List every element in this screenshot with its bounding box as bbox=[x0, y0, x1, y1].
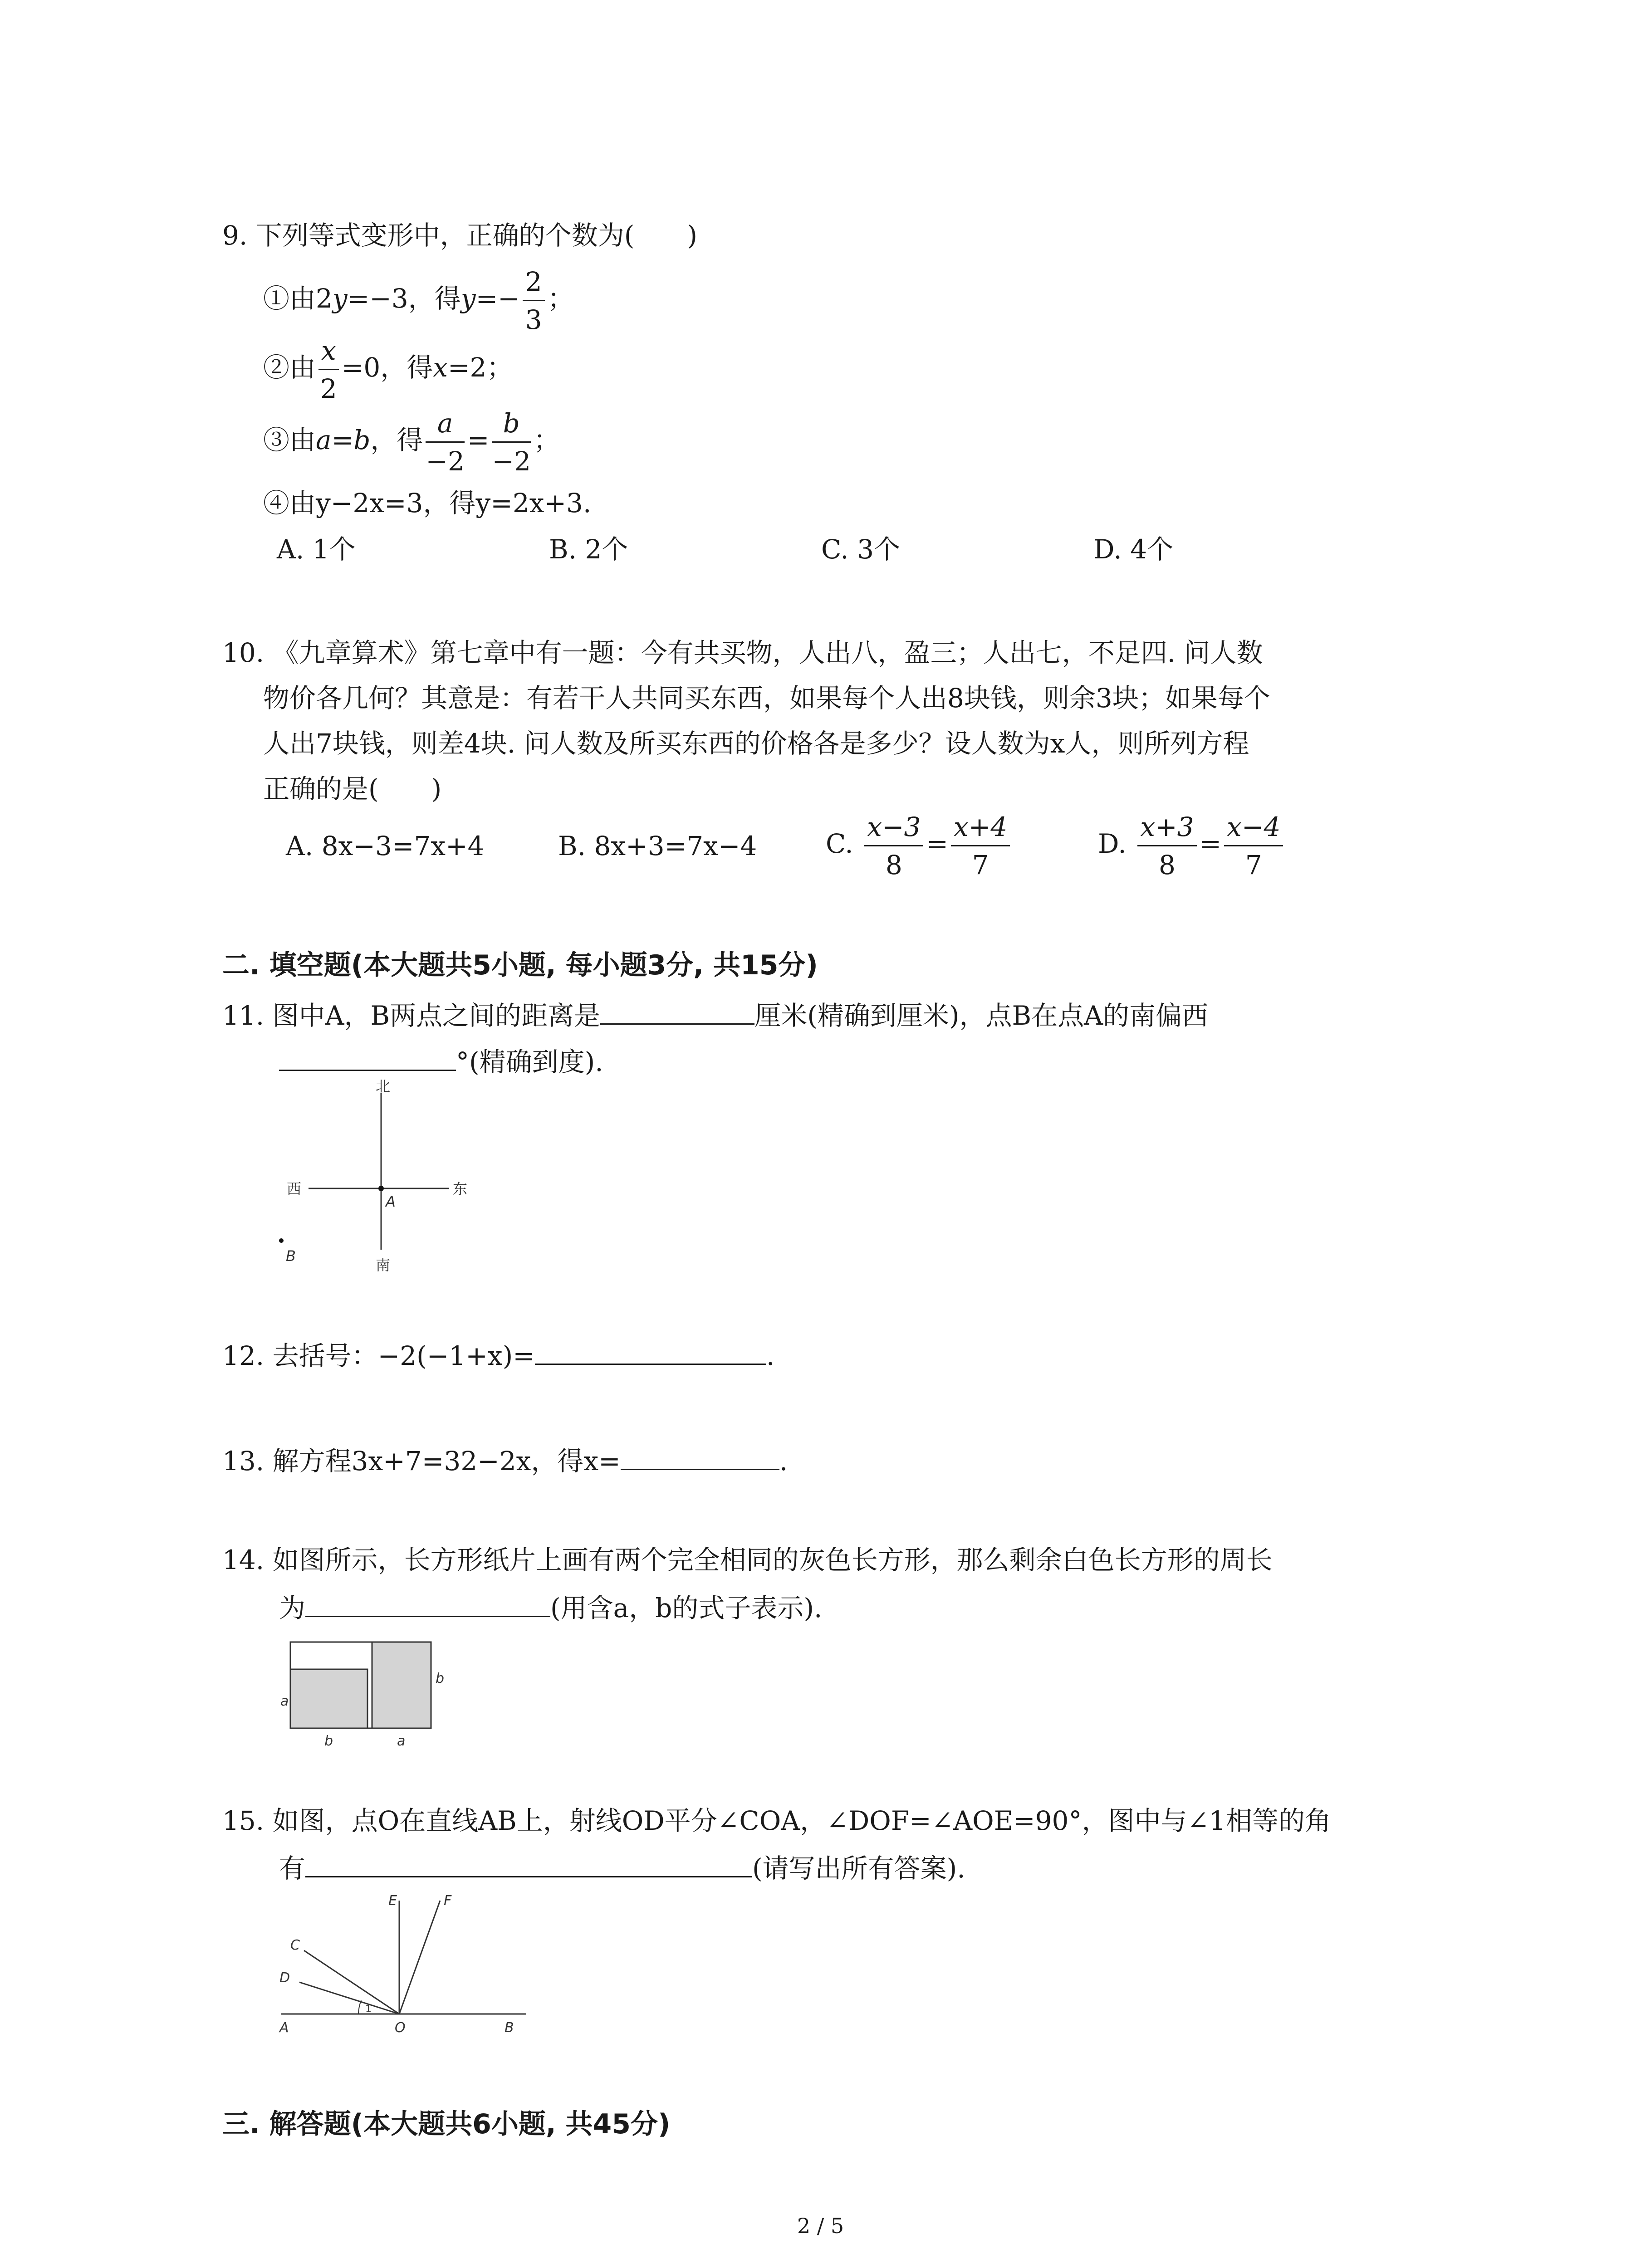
q11-line-1: 11. 图中A，B两点之间的距离是 厘米(精确到厘米)，点B在点A的南偏西 bbox=[222, 1000, 1208, 1031]
q10-option-d: D. $\frac{x+3}{8}$ = $\frac{x-4}{7}$ bbox=[1098, 812, 1286, 880]
side-label-a-bottom: a bbox=[397, 1733, 406, 1749]
q11-compass-figure bbox=[272, 1080, 490, 1284]
label-f: F bbox=[444, 1893, 452, 1909]
ray-oc bbox=[304, 1950, 399, 2014]
point-b-marker bbox=[279, 1238, 284, 1243]
side-label-b-right: b bbox=[436, 1671, 445, 1686]
south-label: 南 bbox=[376, 1256, 391, 1274]
answer-blank[interactable] bbox=[600, 1003, 754, 1025]
side-label-a-left: a bbox=[280, 1693, 289, 1709]
side-label-b-bottom: b bbox=[324, 1733, 333, 1749]
page-number: 2 / 5 bbox=[797, 2214, 844, 2238]
west-label: 西 bbox=[287, 1180, 302, 1198]
q9-option-a: A. 1个 bbox=[277, 534, 356, 565]
q10-line-4: 正确的是( ) bbox=[263, 773, 442, 804]
point-a-marker bbox=[378, 1186, 384, 1191]
answer-blank[interactable] bbox=[305, 1856, 752, 1877]
q15-line-2: 有 (请写出所有答案). bbox=[279, 1853, 965, 1884]
east-label: 东 bbox=[453, 1180, 468, 1198]
q9-stem: 9. 下列等式变形中，正确的个数为( ) bbox=[222, 220, 698, 251]
answer-blank[interactable] bbox=[305, 1596, 550, 1617]
q12: 12. 去括号：−2(−1+x)= . bbox=[222, 1340, 775, 1371]
q9-item-2: ②由 $\frac{x}{2}$ =0，得x=2； bbox=[263, 335, 513, 404]
q10-line-3: 人出7块钱，则差4块. 问人数及所买东西的价格各是多少？设人数为x人，则所列方程 bbox=[263, 728, 1249, 759]
section-2-heading: 二. 填空题(本大题共5小题, 每小题3分, 共15分) bbox=[222, 949, 818, 981]
point-b-label: B bbox=[286, 1247, 296, 1265]
north-label: 北 bbox=[376, 1080, 391, 1095]
label-o: O bbox=[395, 2020, 406, 2036]
fraction: $\frac{b}{-2}$ bbox=[492, 408, 531, 477]
fraction: $\frac{x-3}{8}$ bbox=[864, 812, 923, 880]
q10-option-c: C. $\frac{x-3}{8}$ = $\frac{x+4}{7}$ bbox=[826, 812, 1013, 880]
fraction: $\frac{x+3}{8}$ bbox=[1137, 812, 1196, 880]
fraction: $\frac{a}{-2}$ bbox=[426, 408, 465, 477]
answer-blank[interactable] bbox=[621, 1449, 779, 1470]
point-a-label: A bbox=[386, 1193, 396, 1210]
gray-rectangle-vertical bbox=[372, 1642, 431, 1728]
section-3-heading: 三. 解答题(本大题共6小题, 共45分) bbox=[222, 2108, 671, 2140]
label-b: B bbox=[505, 2020, 514, 2036]
q14-rectangle-figure bbox=[277, 1633, 449, 1751]
q15-line-1: 15. 如图，点O在直线AB上，射线OD平分∠COA，∠DOF=∠AOE=90°，图中与∠1相等的角 bbox=[222, 1805, 1331, 1836]
q9-item-1: ①由2y=−3，得y=− $\frac{2}{3}$ ； bbox=[263, 266, 574, 335]
angle-1-arc bbox=[358, 2000, 361, 2014]
ray-of bbox=[399, 1901, 440, 2014]
answer-blank[interactable] bbox=[279, 1050, 456, 1071]
answer-blank[interactable] bbox=[535, 1344, 766, 1365]
label-a: A bbox=[279, 2020, 289, 2036]
q10-option-a: A. 8x−3=7x+4 bbox=[286, 831, 485, 861]
q10-line-1: 10. 《九章算术》第七章中有一题：今有共买物，人出八，盈三；人出七，不足四. 问人数 bbox=[222, 637, 1263, 668]
q13: 13. 解方程3x+7=32−2x，得x= . bbox=[222, 1446, 788, 1476]
fraction: $\frac{2}{3}$ bbox=[523, 267, 545, 335]
q14-line-1: 14. 如图所示，长方形纸片上画有两个完全相同的灰色长方形，那么剩余白色长方形的周长 bbox=[222, 1545, 1273, 1575]
q9-item-3: ③由a=b，得 $\frac{a}{-2}$ = $\frac{b}{-2}$ ； bbox=[263, 408, 560, 477]
angle-1-label: 1 bbox=[365, 2004, 372, 2015]
label-c: C bbox=[290, 1937, 300, 1953]
q11-line-2: °(精确到度). bbox=[279, 1049, 603, 1075]
q9-option-d: D. 4个 bbox=[1093, 534, 1174, 565]
fraction: $\frac{x}{2}$ bbox=[318, 336, 339, 404]
q10-line-2: 物价各几何？其意是：有若干人共同买东西，如果每个人出8块钱，则余3块；如果每个 bbox=[263, 683, 1270, 714]
label-d: D bbox=[279, 1970, 290, 1986]
fraction: $\frac{x-4}{7}$ bbox=[1224, 812, 1283, 880]
fraction: $\frac{x+4}{7}$ bbox=[951, 812, 1010, 880]
q15-angle-figure bbox=[272, 1892, 544, 2041]
label-e: E bbox=[388, 1893, 397, 1909]
ray-od bbox=[299, 1982, 399, 2014]
q9-item-4: ④由y−2x=3，得y=2x+3. bbox=[263, 488, 592, 518]
q9-option-c: C. 3个 bbox=[821, 534, 901, 565]
q10-option-b: B. 8x+3=7x−4 bbox=[558, 831, 757, 861]
gray-rectangle-horizontal bbox=[290, 1669, 367, 1728]
q14-line-2: 为 (用含a，b的式子表示). bbox=[279, 1593, 823, 1623]
q9-option-b: B. 2个 bbox=[549, 534, 628, 565]
